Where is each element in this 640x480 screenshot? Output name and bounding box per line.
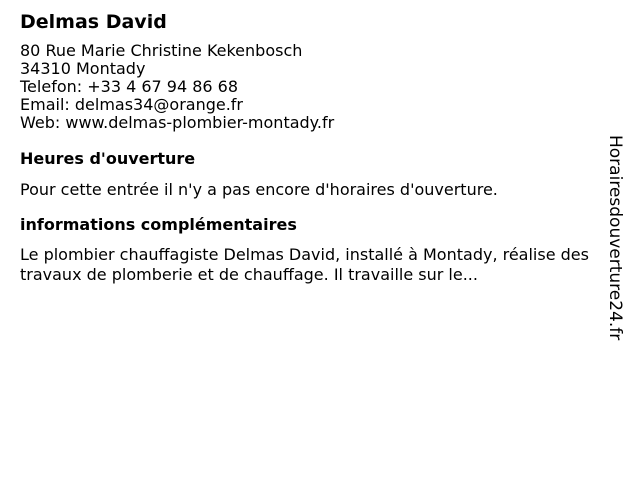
city-postal: 34310 Montady (20, 59, 146, 78)
site-watermark: Horairesdouverture24.fr (605, 135, 625, 341)
business-name: Delmas David (20, 11, 167, 33)
email-line: Email: delmas34@orange.fr (20, 95, 244, 114)
additional-info-text: Le plombier chauffagiste Delmas David, installé à Montady, réalise des travaux de plomberie et de chauffage. Il travaille sur le... (20, 245, 589, 284)
address-block (20, 42, 600, 132)
additional-info-heading: informations complémentaires (20, 215, 297, 234)
opening-hours-text: Pour cette entrée il n'y a pas encore d'horaires d'ouverture. (20, 180, 498, 199)
opening-hours-heading: Heures d'ouverture (20, 149, 196, 168)
street-address: 80 Rue Marie Christine Kekenbosch (20, 41, 303, 60)
web-line: Web: www.delmas-plombier-montady.fr (20, 113, 335, 132)
phone-line: Telefon: +33 4 67 94 86 68 (20, 77, 239, 96)
business-card (20, 10, 600, 285)
